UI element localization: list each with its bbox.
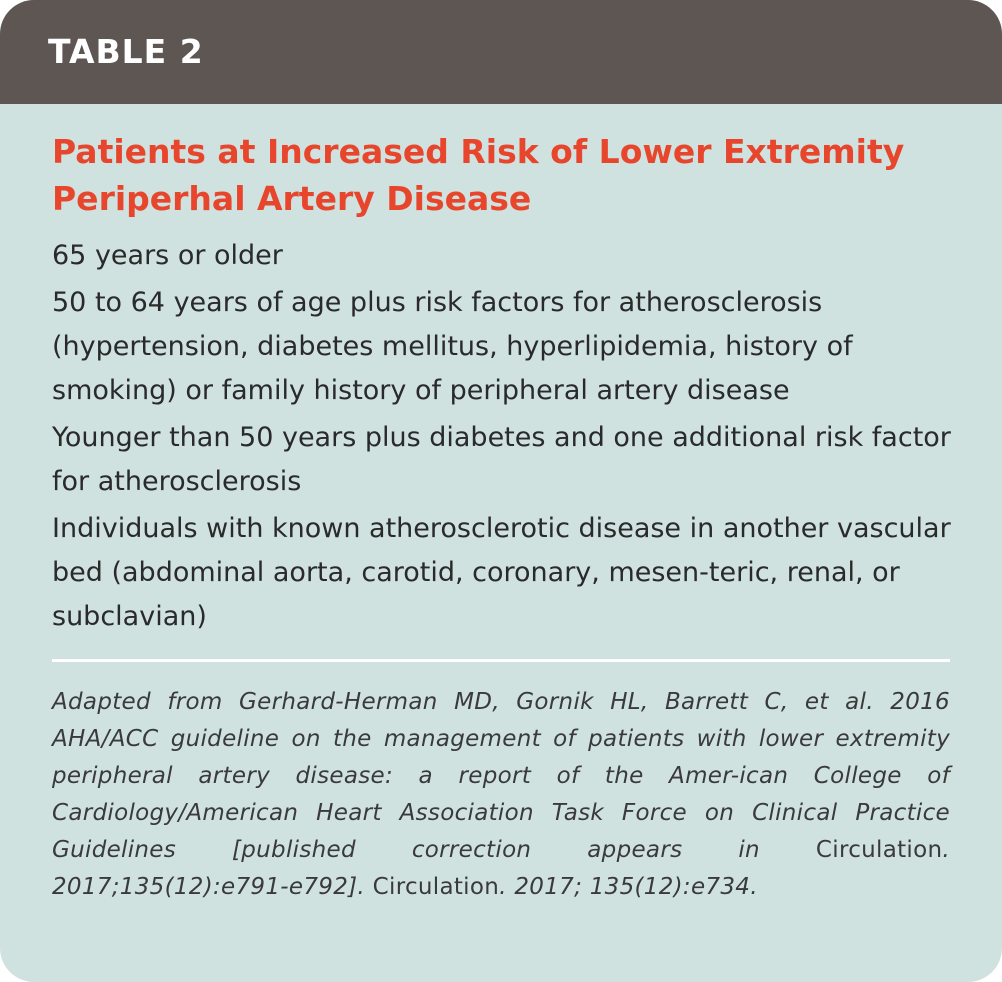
table-label: TABLE 2	[0, 0, 1002, 104]
table-title: Patients at Increased Risk of Lower Extremity Periperhal Artery Disease	[52, 132, 905, 218]
list-item: 50 to 64 years of age plus risk factors for atherosclerosis (hypertension, diabetes mellitus, hyperlipidemia, history of smoking) or family history of peripheral artery disease	[52, 287, 853, 406]
journal-name: Circulation	[372, 874, 500, 900]
risk-list	[0, 234, 1002, 639]
journal-name: Circulation	[815, 837, 943, 863]
source-text: . 2017;135(12):e791-e792].	[52, 837, 950, 900]
divider	[52, 659, 950, 662]
list-item: Individuals with known atherosclerotic disease in another vascular bed (abdominal aorta, carotid, coronary, mesen-teric, renal, or subclavian)	[52, 513, 951, 632]
list-item: 65 years or older	[52, 240, 283, 271]
source-note	[52, 684, 950, 906]
source-text: Adapted from Gerhard-Herman MD, Gornik HL, Barrett C, et al. 2016 AHA/ACC guideline on the management of patients with lower extremity peripheral artery disease: a report of the Amer-ican College of Cardiology/American Heart Association Task Force on Clinical Practice Guidelines [published correction appears in	[52, 689, 950, 863]
source-text: . 2017; 135(12):e734.	[499, 874, 758, 900]
list-item: Younger than 50 years plus diabetes and one additional risk factor for atherosclerosis	[52, 422, 951, 497]
